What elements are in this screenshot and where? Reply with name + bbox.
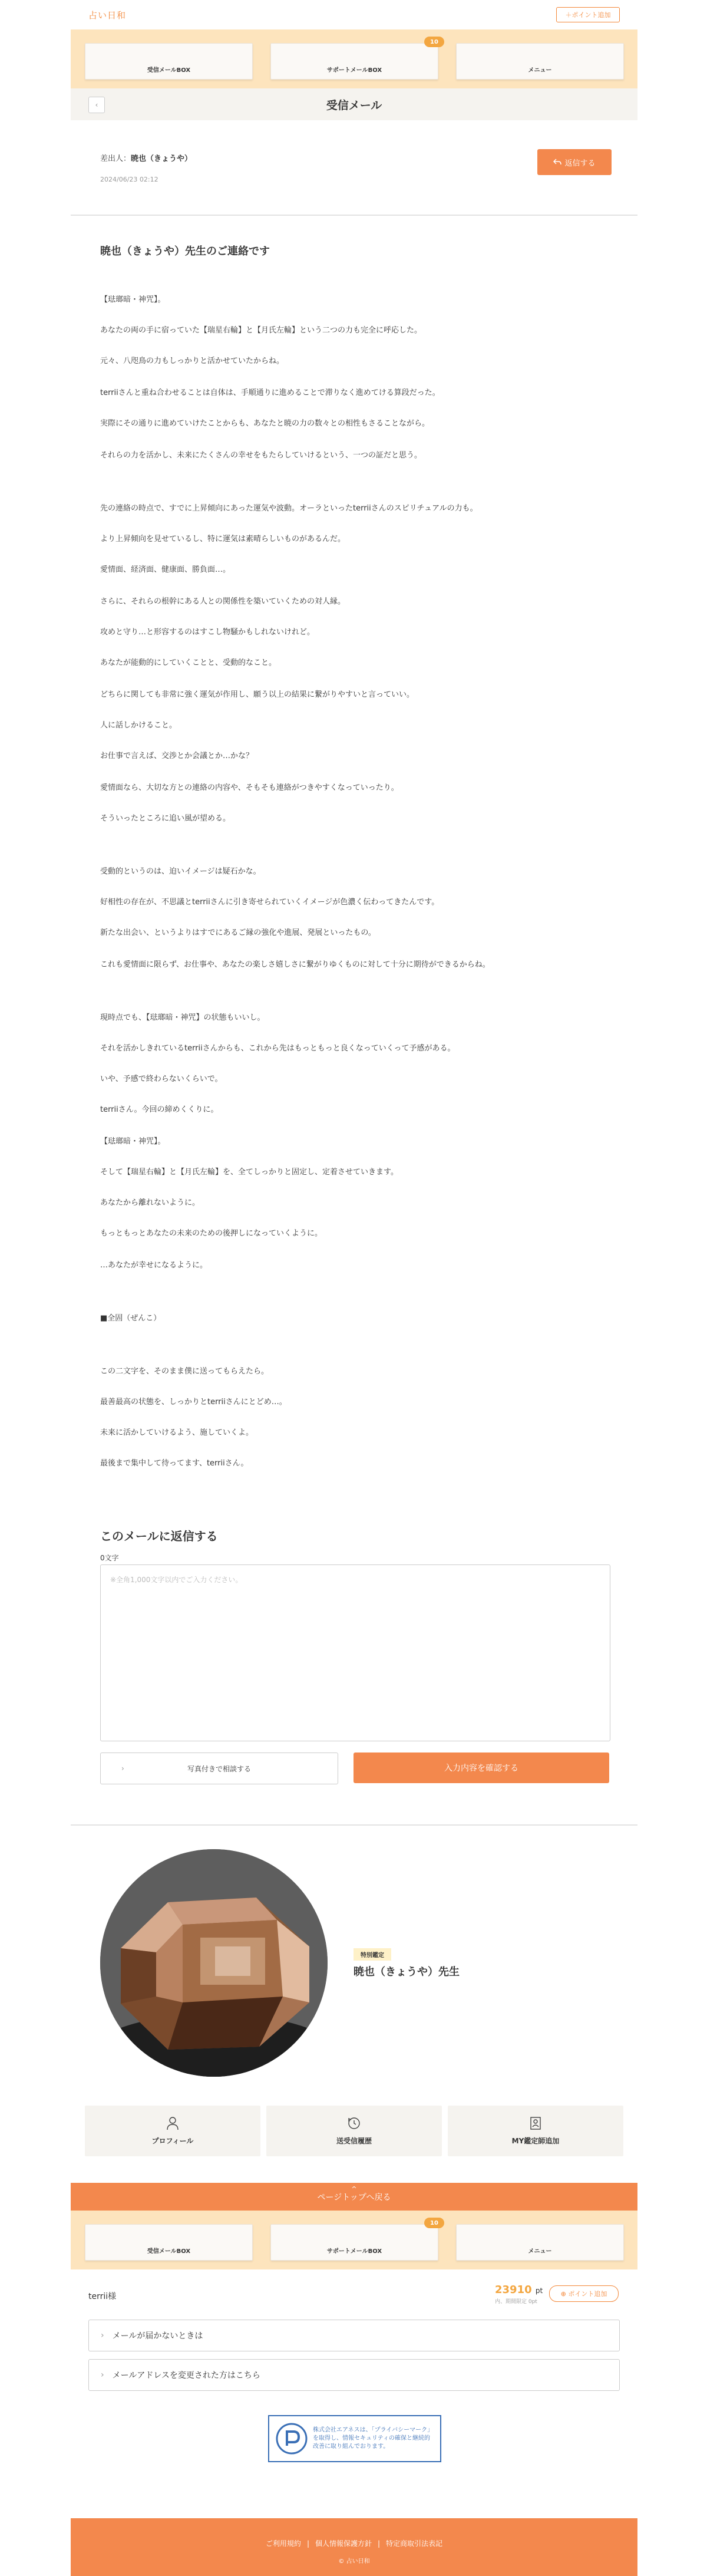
chevron-right-icon: › xyxy=(101,2331,104,2340)
page-top-label: ページトップへ戻る xyxy=(317,2192,391,2202)
profile-label: プロフィール xyxy=(151,2137,194,2145)
fortune-teller-image[interactable] xyxy=(100,1849,328,2077)
main-nav xyxy=(71,29,637,88)
message-body-line: 先の連絡の時点で、すでに上昇傾向にあった運気や波動。オーラといったterriiさんのスピリチュアルの力も。 xyxy=(100,504,478,513)
reply-arrow-icon xyxy=(553,159,561,166)
message-body-line: terriiさんと重ね合わせることは自体は、手順通りに進めることで滞りなく進めてける算段だった。 xyxy=(100,388,440,397)
nav-menu-label: メニュー xyxy=(528,2248,552,2255)
message-body-line: さらに、それらの根幹にある人との関係性を築いていくための対人縁。 xyxy=(100,597,346,606)
help-link-label: メールアドレスを変更された方はこちら xyxy=(112,2371,260,2380)
message-body-line: 最善最高の状態を、しっかりとterriiさんにとどめ…。 xyxy=(100,1398,287,1406)
my-reader-add-button[interactable] xyxy=(448,2106,623,2156)
message-body-line: あなたから離れないように。 xyxy=(100,1198,200,1207)
username: terrii様 xyxy=(88,2292,117,2301)
point-unit: pt xyxy=(535,2287,543,2295)
special-reading-badge: 特別鑑定 xyxy=(353,1948,391,1961)
mail-not-arriving-link[interactable] xyxy=(88,2320,620,2351)
nav-menu-label: メニュー xyxy=(528,67,552,74)
my-reader-add-label: MY鑑定師追加 xyxy=(511,2137,560,2145)
message-body-line: 現時点でも、【琺瑯暗・神咒】の状態もいいし。 xyxy=(100,1013,265,1022)
message-body-line: そして【瑞星右輪】と【月氏左輪】を、全てしっかりと固定し、定着させていきます。 xyxy=(100,1168,398,1177)
privacy-text: 株式会社エアネスは、「プライバシーマーク」を取得し、情報セキュリティの確保と継続的改善に取り組んでおります。 xyxy=(313,2427,431,2450)
point-value: 23910 xyxy=(495,2284,532,2296)
message-body-line: 攻めと守り…と形容するのはすこし物騒かもしれないけれど。 xyxy=(100,628,315,637)
message-body-line: あなたの両の手に宿っていた【瑞星右輪】と【月氏左輪】という二つの力も完全に呼応した。 xyxy=(100,326,422,335)
message-body-line: より上昇傾向を見せているし、特に運気は素晴らしいものがあるんだ。 xyxy=(100,535,346,543)
sender-prefix: 差出人： xyxy=(100,154,131,163)
unread-badge: 10 xyxy=(424,2218,444,2228)
privacy-mark-icon xyxy=(275,2422,308,2455)
message-body-line: お仕事で言えば、交渉とか会議とか…かな？ xyxy=(100,752,254,760)
message-body-line: 実際にその通りに進めていけたことからも、あなたと暁の力の数々との相性もさることながら。 xyxy=(100,419,430,428)
photo-consult-label: 写真付きで相談する xyxy=(187,1764,251,1773)
message-body-line: どちらに関しても非常に強く運気が作用し、願う以上の結果に繋がりやすいと言っていい。 xyxy=(100,690,415,699)
copyright: © 占い日和 xyxy=(338,2558,370,2565)
divider xyxy=(71,1824,637,1826)
fortune-teller-name[interactable]: 暁也（きょうや）先生 xyxy=(353,1966,460,1978)
point-balance xyxy=(495,2284,543,2296)
photo-consult-button[interactable] xyxy=(100,1753,338,1784)
nav-inbox-button[interactable] xyxy=(85,2224,253,2261)
message-body-line: これも愛情面に限らず、お仕事や、あなたの楽しさ嬉しさに繋がりゆくものに対して十分に期待ができるからね。 xyxy=(100,960,490,969)
footer xyxy=(71,2518,637,2576)
message-body-line: それらの力を活かし、未来にたくさんの幸せをもたらしていけるという、一つの証だと思う。 xyxy=(100,451,422,460)
add-book-icon xyxy=(530,2116,541,2130)
footer-links: ご利用規約 | 個人情報保護方針 | 特定商取引法表記 xyxy=(265,2539,443,2548)
nav-support-button[interactable] xyxy=(270,38,438,80)
reply-placeholder: ※全角1,000文字以内でご入力ください。 xyxy=(110,1576,243,1584)
message-body-line: もっともっとあなたの未来のための後押しになっていくように。 xyxy=(100,1229,323,1238)
sender-name: 暁也（きょうや） xyxy=(131,154,193,163)
message-body-line: 元々、八咫鳥の力もしっかりと活かせていたからね。 xyxy=(100,357,285,365)
person-icon xyxy=(166,2116,179,2130)
message-body-line: 新たな出会い、というよりはすでにあるご縁の強化や進展、発展といったもの。 xyxy=(100,928,376,937)
message-body-line: それを活かしきれているterriiさんからも、これから先はもっともっと良くなっていくって予感がある。 xyxy=(100,1044,455,1053)
message-body-line: いや、予感で終わらないくらいで。 xyxy=(100,1075,223,1083)
message-body-line: 未来に活かしていけるよう、施していくよ。 xyxy=(100,1428,254,1437)
bottom-nav xyxy=(71,2211,637,2269)
limited-points: 内、期間限定 0pt xyxy=(495,2299,537,2305)
message-body-line: 【琺瑯暗・神咒】。 xyxy=(100,1137,166,1146)
point-add-button[interactable]: ⊕ ポイント追加 xyxy=(549,2285,619,2302)
message-body-line: あなたが能動的にしていくことと、受動的なこと。 xyxy=(100,658,277,667)
page-top-button[interactable] xyxy=(71,2183,637,2211)
message-body-line: …あなたが幸せになるように。 xyxy=(100,1261,208,1270)
page xyxy=(71,0,637,2576)
message-body-line: terriiさん。今回の締めくくりに。 xyxy=(100,1105,219,1114)
privacy-policy-link[interactable]: 個人情報保護方針 xyxy=(315,2539,372,2548)
privacy-mark xyxy=(268,2415,441,2462)
chevron-right-icon: › xyxy=(121,1764,124,1773)
history-button[interactable] xyxy=(266,2106,442,2156)
point-add-button[interactable]: ＋ポイント追加 xyxy=(556,7,620,22)
sender xyxy=(100,152,192,163)
message-body-line: 人に話しかけること。 xyxy=(100,721,177,730)
message-date: 2024/06/23 02:12 xyxy=(100,176,158,183)
message-body-line: ■全固（ぜんこ） xyxy=(100,1314,161,1323)
message-body-line: 好相性の存在が、不思議とterriiさんに引き寄せられていくイメージが色濃く伝わってきたんです。 xyxy=(100,898,440,907)
top-header xyxy=(71,0,637,29)
nav-support-button[interactable] xyxy=(270,2219,438,2261)
nav-support-label: サポートメールBOX xyxy=(326,67,382,74)
message-subject: 暁也（きょうや）先生のご連絡です xyxy=(100,245,270,258)
page-title: 受信メール xyxy=(326,98,382,112)
char-count: 0文字 xyxy=(100,1554,119,1562)
nav-menu-button[interactable] xyxy=(456,2224,624,2261)
confirm-input-button[interactable]: 入力内容を確認する xyxy=(353,1753,609,1783)
terms-link[interactable]: ご利用規約 xyxy=(265,2539,301,2548)
chevron-up-icon: ^ xyxy=(351,2185,357,2193)
reply-heading: このメールに返信する xyxy=(100,1529,218,1543)
message-body-line: 【琺瑯暗・神咒】。 xyxy=(100,295,166,304)
profile-button[interactable] xyxy=(85,2106,260,2156)
history-label: 送受信履歴 xyxy=(336,2137,372,2145)
unread-badge: 10 xyxy=(424,37,444,47)
history-icon xyxy=(347,2116,361,2130)
message-body-line: 愛情面、経済面、健康面、勝負面…。 xyxy=(100,565,231,574)
back-chevron-icon[interactable]: ‹ xyxy=(88,97,105,113)
reply-button-label: 返信する xyxy=(564,159,596,168)
nav-inbox-label: 受信メールBOX xyxy=(147,67,191,74)
site-logo[interactable]: 占い日和 xyxy=(88,9,127,21)
nav-inbox-button[interactable] xyxy=(85,43,253,80)
commerce-law-link[interactable]: 特定商取引法表記 xyxy=(386,2539,443,2548)
nav-menu-button[interactable] xyxy=(456,43,624,80)
message-body-line: 最後まで集中して待ってます、terriiさん。 xyxy=(100,1459,249,1468)
reply-textarea[interactable] xyxy=(100,1564,610,1741)
reply-button[interactable] xyxy=(537,149,612,175)
chevron-right-icon: › xyxy=(101,2370,104,2380)
nav-support-label: サポートメールBOX xyxy=(326,2248,382,2255)
divider xyxy=(71,215,637,216)
message-body-line: この二文字を、そのまま僕に送ってもらえたら。 xyxy=(100,1367,269,1376)
nav-inbox-label: 受信メールBOX xyxy=(147,2248,191,2255)
message-body-line: そういったところに追い風が望める。 xyxy=(100,814,231,823)
message-body-line: 愛情面なら、大切な方との連絡の内容や、そもそも連絡がつきやすくなっていったり。 xyxy=(100,783,399,792)
gemstone-image xyxy=(100,1849,328,2077)
help-link-label: メールが届かないときは xyxy=(112,2331,203,2341)
message-body-line: 受動的というのは、迫いイメージは疑石かな。 xyxy=(100,867,261,876)
title-bar xyxy=(71,88,637,120)
change-email-link[interactable] xyxy=(88,2359,620,2391)
